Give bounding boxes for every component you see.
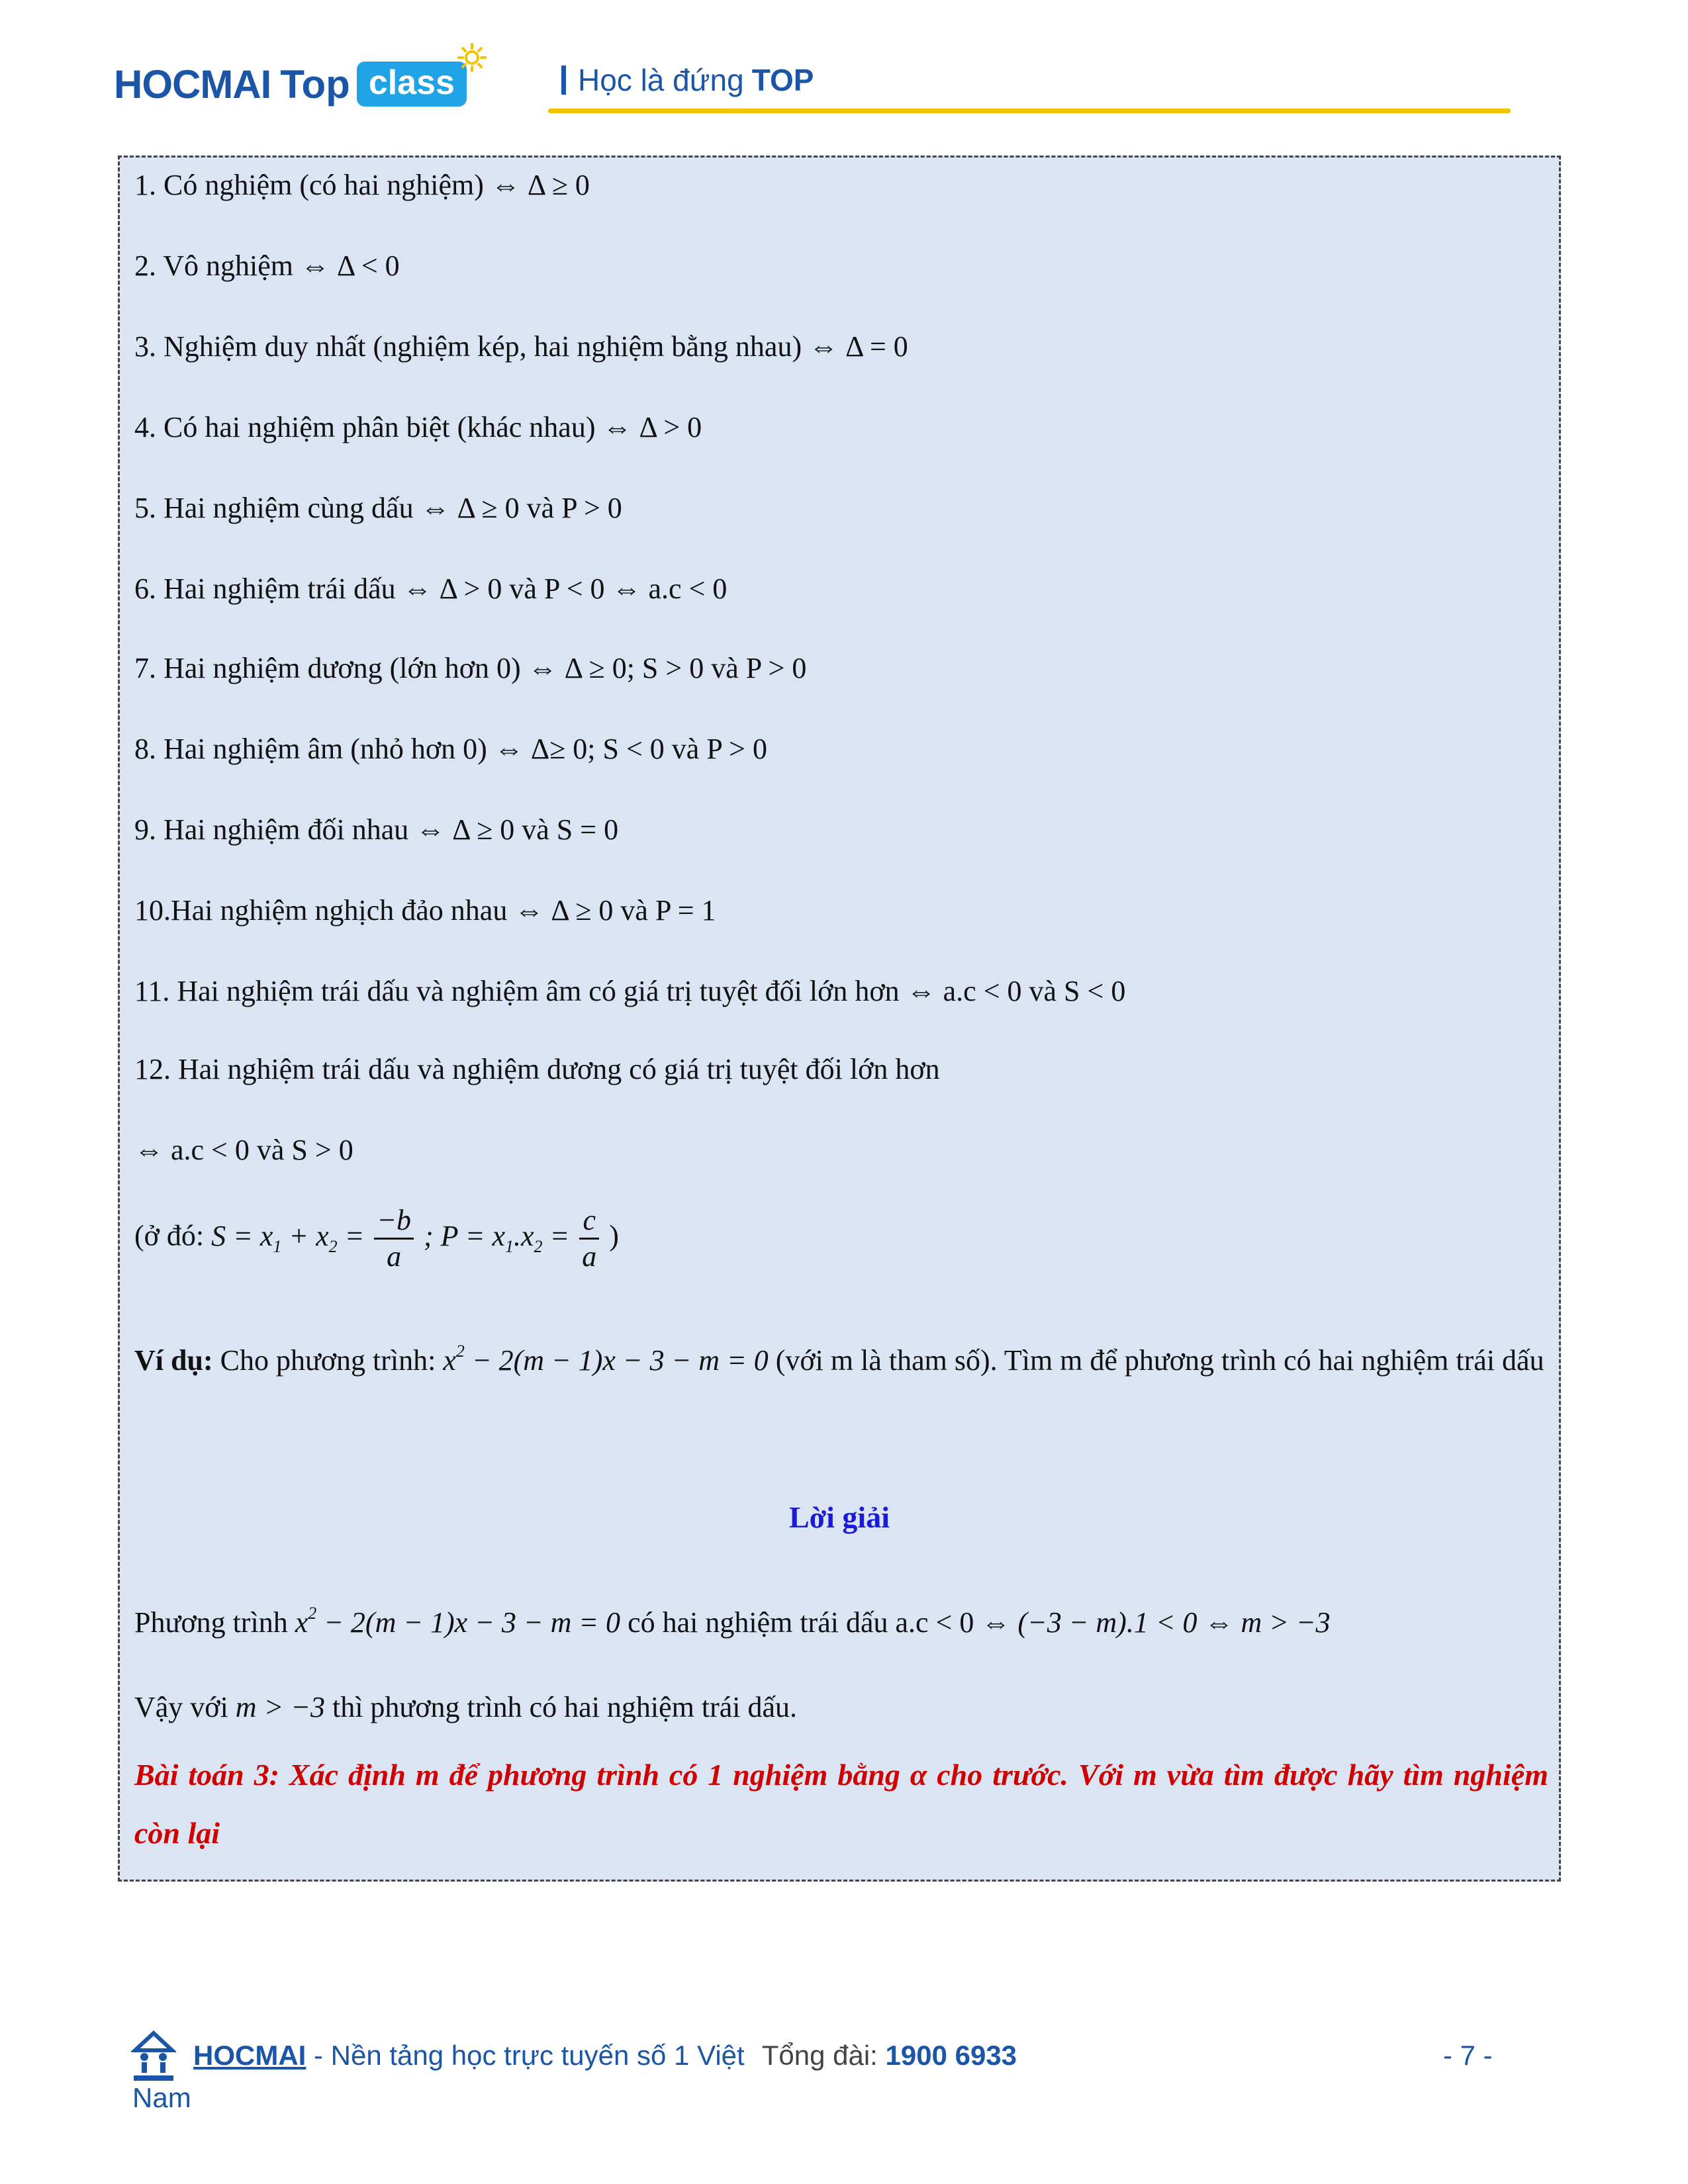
solution-result: m > −3	[235, 1691, 325, 1723]
where-note	[134, 1203, 619, 1274]
tagline-strong: TOP	[751, 63, 814, 97]
where-prefix: (ở đó:	[134, 1219, 205, 1252]
solution-line-1: Phương trình $x^2 - 2(m - 1)x - 3 - m = 0$ có hai nghiệm trái dấu a.c < 0 ⇔ (−3 − m).1 < 0 ⇔ m > −3	[134, 1604, 1331, 1639]
footer-slogan: - Nền tảng học trực tuyến số 1 Việt	[306, 2040, 745, 2071]
condition-12: 12. Hai nghiệm trái dấu và nghiệm dương có giá trị tuyệt đối lớn hơn	[134, 1053, 940, 1085]
logo-class-text: class	[368, 64, 455, 102]
product-expression: ; $P = x_1.x_2$ =	[424, 1219, 570, 1256]
product-fraction: $\frac{c}{a}$	[579, 1203, 599, 1274]
footer-hotline: 1900 6933	[885, 2040, 1017, 2071]
condition-12-cont: ⇔ a.c < 0 và S > 0	[134, 1134, 353, 1166]
where-suffix: )	[609, 1219, 619, 1252]
alpha-symbol: α	[910, 1758, 927, 1792]
example-label: Ví dụ:	[134, 1344, 213, 1377]
example-paragraph	[134, 1317, 1548, 1395]
hocmai-topclass-logo	[114, 54, 467, 114]
solution-inequality: ⇔ (−3 − m).1 < 0 ⇔ m > −3	[981, 1606, 1331, 1639]
page-header	[0, 0, 1688, 132]
tagline-prefix: Học là đứng	[578, 63, 744, 97]
condition-1: 1. Có nghiệm (có hai nghiệm) ⇔ Δ ≥ 0	[134, 169, 590, 201]
sum-expression: $S = x_1 + x_2$ =	[211, 1219, 365, 1256]
sum-fraction: $\frac{-b}{a}$	[374, 1203, 414, 1274]
content-box	[118, 156, 1561, 1882]
page-number: - 7 -	[1443, 2040, 1493, 2071]
problem-3-heading: Bài toán 3: Xác định m để phương trình có 1 nghiệm bằng α cho trước. Với m vừa tìm được hãy tìm nghiệm còn lại	[134, 1758, 1548, 1850]
condition-10: 10.Hai nghiệm nghịch đảo nhau ⇔ Δ ≥ 0 và P = 1	[134, 894, 716, 927]
condition-6: 6. Hai nghiệm trái dấu ⇔ Δ > 0 và P < 0 ⇔ a.c < 0	[134, 572, 727, 605]
footer-brand-link[interactable]: HOCMAI	[193, 2040, 306, 2071]
sun-icon	[457, 43, 487, 72]
condition-7: 7. Hai nghiệm dương (lớn hơn 0) ⇔ Δ ≥ 0; S > 0 và P > 0	[134, 652, 807, 684]
example-equation: $x^2 - 2(m - 1)x - 3 - m = 0$	[443, 1342, 769, 1377]
logo-class-badge	[357, 62, 467, 107]
logo-top-text: Top	[280, 62, 350, 107]
condition-3: 3. Nghiệm duy nhất (nghiệm kép, hai nghiệm bằng nhau) ⇔ Δ = 0	[134, 330, 908, 363]
condition-8: 8. Hai nghiệm âm (nhỏ hơn 0) ⇔ Δ≥ 0; S < 0 và P > 0	[134, 733, 767, 765]
footer-slogan-cont: Nam	[132, 2082, 191, 2113]
example-text-before: Cho phương trình:	[212, 1344, 444, 1377]
footer-hotline-label: Tổng đài:	[761, 2040, 878, 2071]
footer-line	[193, 2040, 1017, 2071]
solution-title: Lời giải	[789, 1500, 890, 1534]
page-footer	[0, 2025, 1688, 2184]
condition-11: 11. Hai nghiệm trái dấu và nghiệm âm có giá trị tuyệt đối lớn hơn ⇔ a.c < 0 và S < 0	[134, 975, 1126, 1007]
condition-9: 9. Hai nghiệm đối nhau ⇔ Δ ≥ 0 và S = 0	[134, 813, 619, 846]
header-divider	[548, 109, 1511, 113]
tagline-divider	[561, 66, 566, 95]
logo-hocmai-text: HOCMAI	[114, 62, 271, 107]
condition-4: 4. Có hai nghiệm phân biệt (khác nhau) ⇔ Δ > 0	[134, 411, 702, 443]
condition-5: 5. Hai nghiệm cùng dấu ⇔ Δ ≥ 0 và P > 0	[134, 492, 622, 524]
solution-equation: $x^2 - 2(m - 1)x - 3 - m = 0$	[295, 1604, 621, 1639]
hocmai-house-icon	[131, 2030, 176, 2082]
condition-2: 2. Vô nghiệm ⇔ Δ < 0	[134, 250, 400, 282]
solution-line-2: Vậy với m > −3 thì phương trình có hai nghiệm trái dấu.	[134, 1691, 798, 1723]
header-tagline	[561, 57, 814, 103]
example-text-after: (với m là tham số). Tìm m để phương trình có hai nghiệm trái dấu	[768, 1344, 1544, 1377]
